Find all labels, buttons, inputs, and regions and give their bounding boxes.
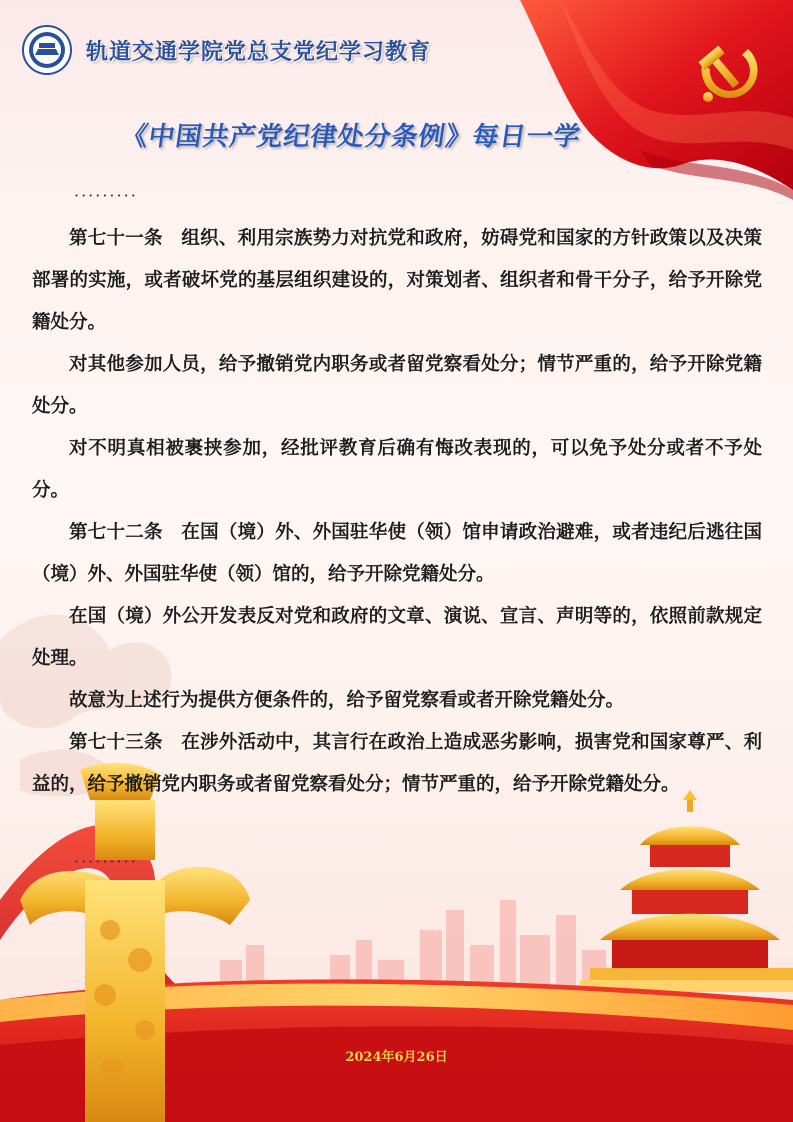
paragraph: 对其他参加人员，给予撤销党内职务或者留党察看处分；情节严重的，给予开除党籍处分。 <box>32 354 762 417</box>
paragraph: 对不明真相被裹挟参加，经批评教育后确有悔改表现的，可以免予处分或者不予处分。 <box>32 438 762 501</box>
school-seal <box>22 25 72 75</box>
paragraph: 第七十二条 在国（境）外、外国驻华使（领）馆申请政治避难，或者违纪后逃往国（境）外、外国驻华使（领）馆的，给予开除党籍处分。 <box>32 522 762 585</box>
red-flag <box>520 0 793 200</box>
paragraph: 故意为上述行为提供方便条件的，给予留党察看或者开除党籍处分。 <box>69 690 625 711</box>
paragraph: 第七十一条 组织、利用宗族势力对抗党和政府，妨碍党和国家的方针政策以及决策部署的实施，或者破坏党的基层组织建设的，对策划者、组织者和骨干分子，给予开除党籍处分。 <box>32 228 762 333</box>
paragraph: 在国（境）外公开发表反对党和政府的文章、演说、宣言、声明等的，依照前款规定处理。 <box>32 606 762 669</box>
article-body <box>32 218 762 806</box>
temple-of-heaven <box>580 790 793 992</box>
dots-divider-top: ········· <box>74 186 138 205</box>
page-subtitle: 《中国共产党纪律处分条例》每日一学 <box>119 122 583 152</box>
school-title: 轨道交通学院党总支党纪学习教育 <box>86 38 432 65</box>
paragraph: 第七十三条 在涉外活动中，其言行在政治上造成恶劣影响，损害党和国家尊严、利益的，给予撤销党内职务或者留党察看处分；情节严重的，给予开除党籍处分。 <box>32 732 762 795</box>
dots-divider-bottom: ········· <box>74 852 138 871</box>
date-label: 2024年6月26日 <box>345 1050 448 1065</box>
header <box>22 24 431 76</box>
